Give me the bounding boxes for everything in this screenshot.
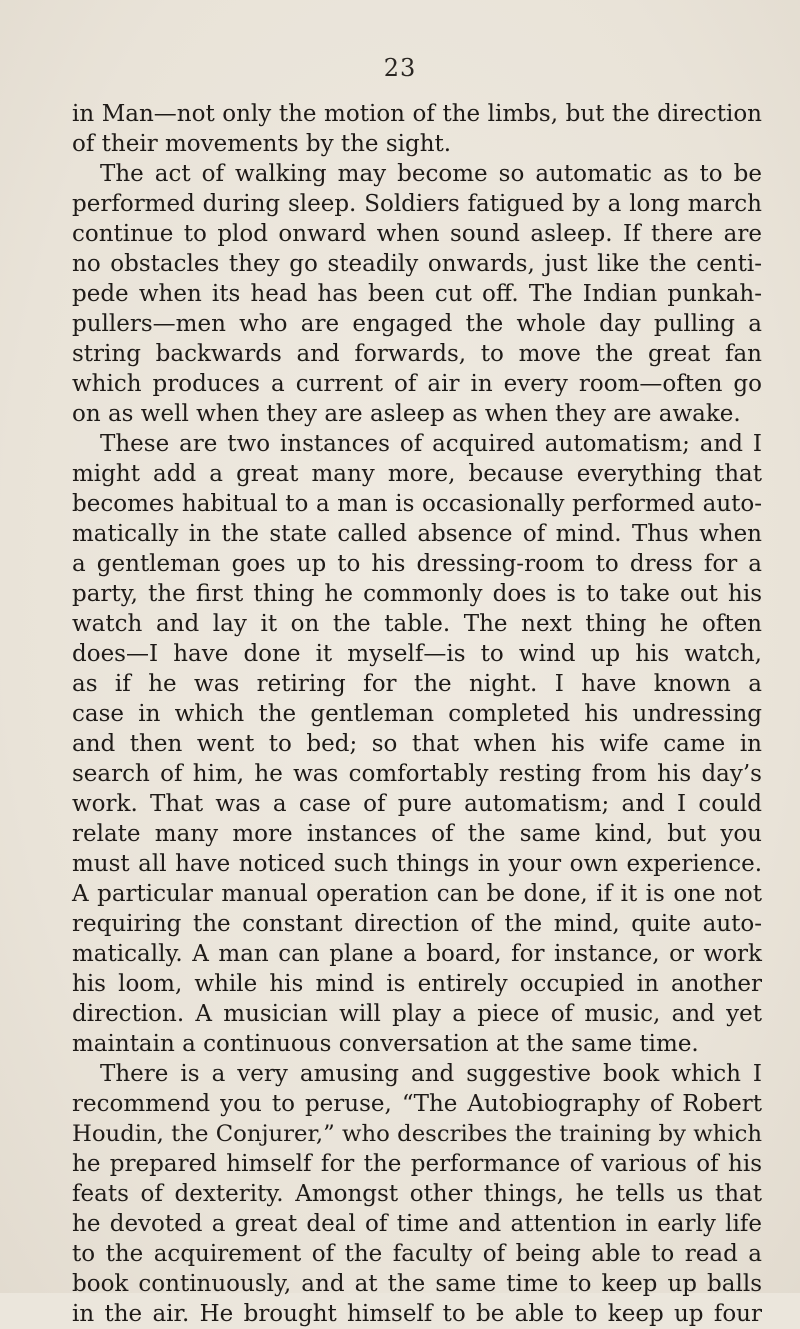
text-line: he prepared himself for the performance of various of his <box>72 1151 762 1177</box>
text-line: might add a great many more, because everything that <box>72 461 762 487</box>
text-line: continue to plod onward when sound asleep. If there are <box>72 221 762 247</box>
text-line: to the acquirement of the faculty of being able to read a <box>72 1241 762 1267</box>
text-line: does—I have done it myself—is to wind up his watch, <box>72 641 762 667</box>
text-line: in Man—not only the motion of the limbs, but the direction <box>72 101 762 127</box>
text-line: a gentleman goes up to his dressing-room to dress for a <box>72 551 762 577</box>
text-line: which produces a current of air in every room—often go <box>72 371 762 397</box>
text-line: he devoted a great deal of time and attention in early life <box>72 1211 762 1237</box>
text-line: book continuously, and at the same time to keep up balls <box>72 1271 762 1297</box>
text-line: as if he was retiring for the night. I have known a <box>72 671 762 697</box>
text-line: performed during sleep. Soldiers fatigued by a long march <box>72 191 762 217</box>
text-line: becomes habitual to a man is occasionally performed auto- <box>72 491 762 517</box>
text-line: work. That was a case of pure automatism; and I could <box>72 791 762 817</box>
body-text <box>72 99 762 1329</box>
text-line: pullers—men who are engaged the whole day pulling a <box>72 311 762 337</box>
page-number: 23 <box>383 54 417 82</box>
text-line: feats of dexterity. Amongst other things, he tells us that <box>72 1181 762 1207</box>
text-line: string backwards and forwards, to move the great fan <box>72 341 762 367</box>
text-line: party, the first thing he commonly does is to take out his <box>72 581 762 607</box>
text-line: case in which the gentleman completed his undressing <box>72 701 762 727</box>
text-line: in the air. He brought himself to be able to keep up four <box>72 1301 762 1327</box>
text-line: recommend you to peruse, “The Autobiography of Robert <box>72 1091 762 1117</box>
text-line: relate many more instances of the same kind, but you <box>72 821 762 847</box>
text-line: of their movements by the sight. <box>72 131 452 157</box>
text-line: direction. A musician will play a piece of music, and yet <box>72 1001 762 1027</box>
text-line: maintain a continuous conversation at the same time. <box>72 1031 699 1057</box>
text-line: matically in the state called absence of mind. Thus when <box>72 521 762 547</box>
text-line: no obstacles they go steadily onwards, just like the centi- <box>72 251 762 277</box>
text-line: There is a very amusing and suggestive book which I <box>100 1061 762 1087</box>
text-line: The act of walking may become so automatic as to be <box>100 161 762 187</box>
text-line: Houdin, the Conjurer,” who describes the training by which <box>72 1121 762 1147</box>
text-line: watch and lay it on the table. The next thing he often <box>72 611 762 637</box>
text-line: and then went to bed; so that when his wife came in <box>72 731 762 757</box>
text-line: search of him, he was comfortably resting from his day’s <box>72 761 762 787</box>
text-line: requiring the constant direction of the mind, quite auto- <box>72 911 762 937</box>
text-line: pede when its head has been cut off. The Indian punkah- <box>72 281 762 307</box>
text-line: his loom, while his mind is entirely occupied in another <box>72 971 762 997</box>
text-line: matically. A man can plane a board, for instance, or work <box>72 941 762 967</box>
text-line: must all have noticed such things in your own experience. <box>72 851 762 877</box>
text-line: These are two instances of acquired automatism; and I <box>100 431 762 457</box>
text-line: A particular manual operation can be done, if it is one not <box>72 881 762 907</box>
text-line: on as well when they are asleep as when they are awake. <box>72 401 741 427</box>
